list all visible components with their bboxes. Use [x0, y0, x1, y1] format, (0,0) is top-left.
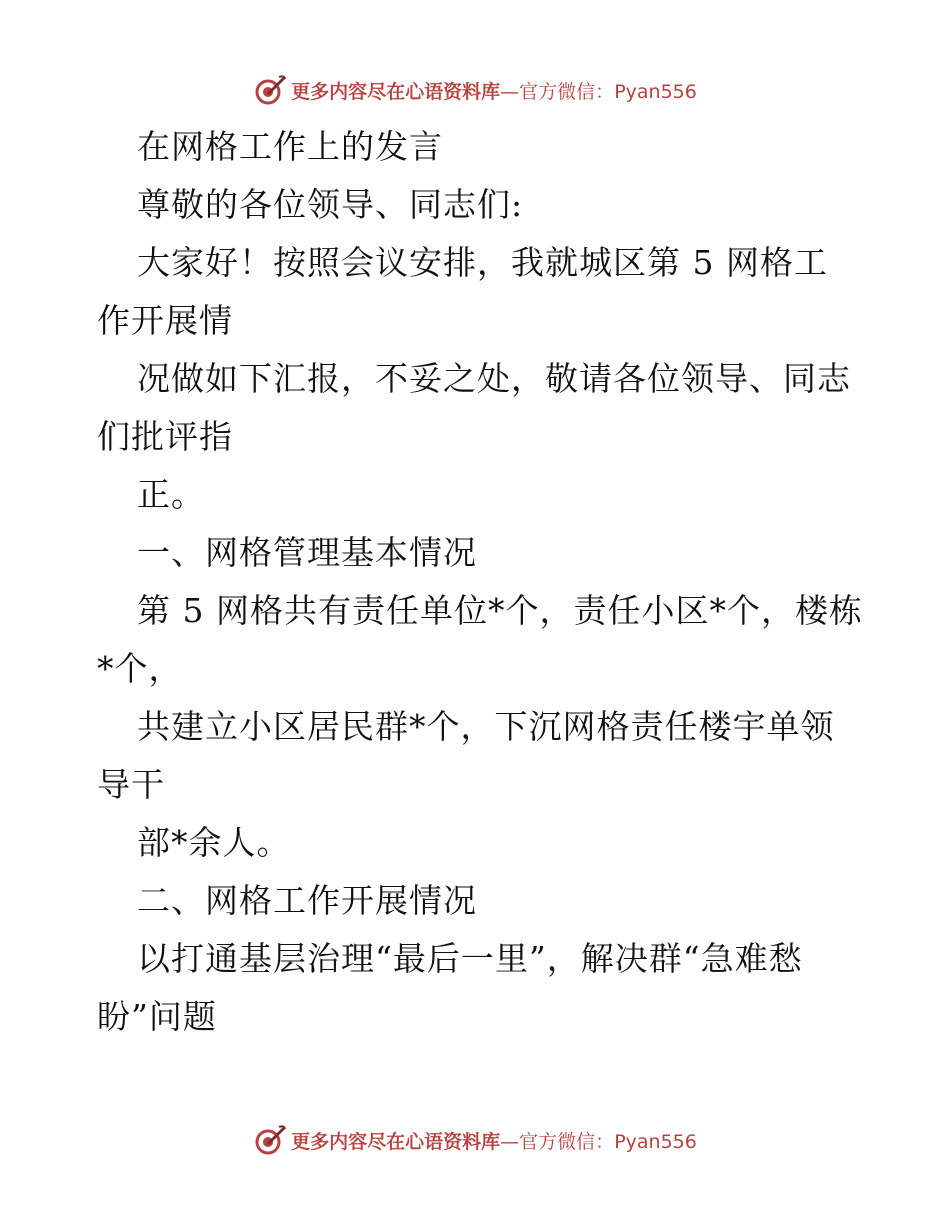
quill-pen-logo-icon: [253, 73, 287, 107]
section-heading: 二、网格工作开展情况: [137, 881, 477, 920]
watermark-separator: —: [500, 80, 520, 103]
paragraph-line: 部*余人。: [137, 823, 291, 862]
paragraph-line: 导干: [97, 765, 165, 804]
salutation: 尊敬的各位领导、同志们:: [137, 185, 524, 224]
paragraph-line: 正。: [137, 475, 205, 514]
paragraph-line: 盼”问题: [97, 997, 217, 1036]
paragraph-line: 第 5 网格共有责任单位*个，责任小区*个，楼栋: [137, 591, 863, 630]
quill-pen-logo-icon: [253, 1123, 287, 1157]
document-body: [97, 118, 863, 1046]
paragraph-line: 共建立小区居民群*个，下沉网格责任楼宇单领: [137, 707, 835, 746]
watermark-contact-id: Pyan556: [614, 80, 697, 103]
paragraph-line: 况做如下汇报，不妥之处，敬请各位领导、同志: [137, 359, 851, 398]
paragraph-line: 作开展情: [97, 301, 233, 340]
paragraph-line: *个，: [97, 649, 183, 688]
watermark-contact-label: 官方微信：: [519, 1130, 615, 1153]
watermark-separator: —: [500, 1130, 520, 1153]
document-title: 在网格工作上的发言: [137, 127, 443, 166]
section-heading: 一、网格管理基本情况: [137, 533, 477, 572]
watermark-text: [291, 1127, 697, 1154]
watermark-brand: 更多内容尽在心语资料库: [291, 80, 501, 103]
paragraph-line: 们批评指: [97, 417, 233, 456]
watermark-contact-id: Pyan556: [614, 1130, 697, 1153]
watermark-text: [291, 77, 697, 104]
watermark-brand: 更多内容尽在心语资料库: [291, 1130, 501, 1153]
footer-watermark: [0, 1120, 950, 1160]
paragraph-line: 以打通基层治理“最后一里”，解决群“急难愁: [137, 939, 803, 978]
header-watermark: [0, 70, 950, 110]
watermark-contact-label: 官方微信：: [519, 80, 615, 103]
paragraph-line: 大家好！按照会议安排，我就城区第 5 网格工: [137, 243, 828, 282]
